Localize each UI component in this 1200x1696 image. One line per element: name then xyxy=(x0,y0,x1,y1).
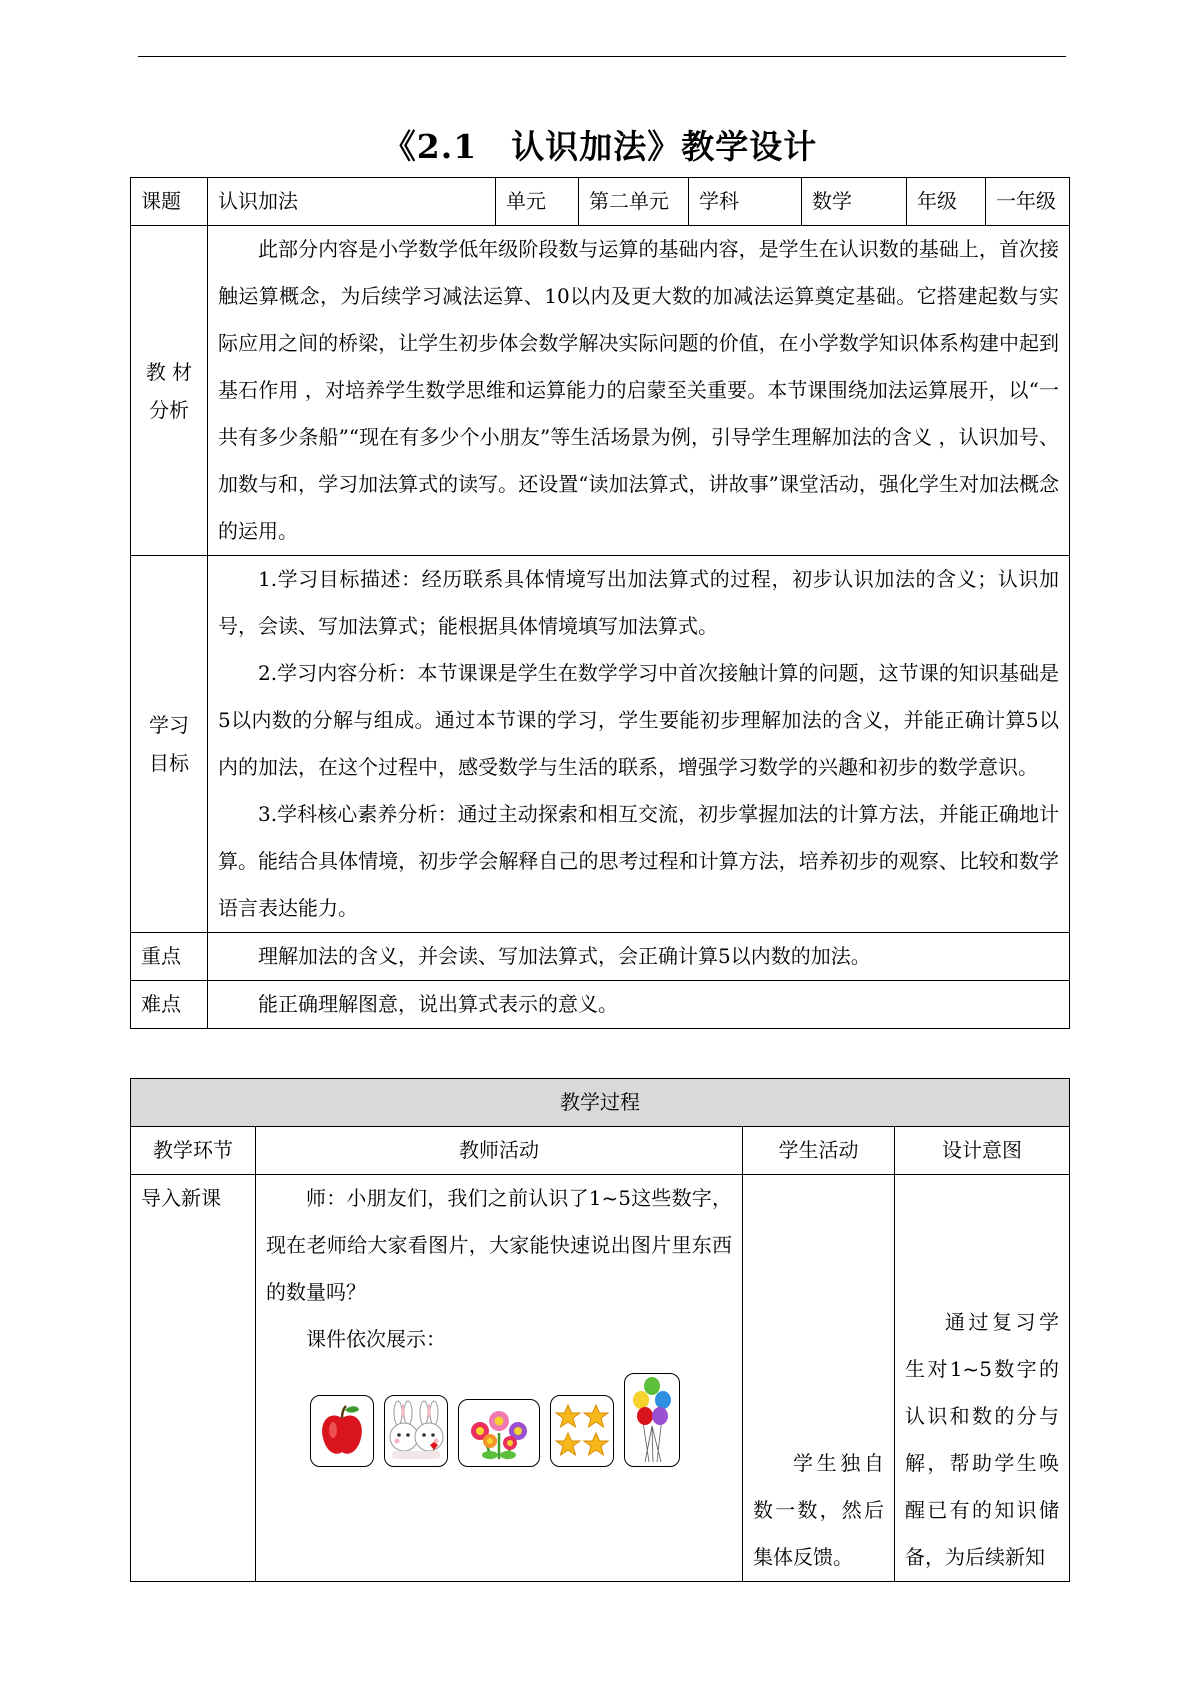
process-title-row xyxy=(131,1079,1070,1127)
apple-picture xyxy=(310,1395,374,1467)
picture-spacer xyxy=(266,1467,732,1475)
stars-icon xyxy=(553,1402,611,1460)
rabbits-picture xyxy=(384,1395,448,1467)
grade-value: 一年级 xyxy=(986,178,1070,226)
process-header-row xyxy=(131,1127,1070,1175)
analysis-label xyxy=(131,226,208,556)
header-intent: 设计意图 xyxy=(895,1127,1070,1175)
subject-label: 学科 xyxy=(689,178,802,226)
balloons-icon xyxy=(627,1376,677,1464)
difficulty-text: 能正确理解图意，说出算式表示的意义。 xyxy=(258,992,618,1016)
intent-cell xyxy=(895,1175,1070,1582)
topic-row xyxy=(131,178,1070,226)
teacher-text-1: 师：小朋友们，我们之前认识了1~5这些数字，现在老师给大家看图片，大家能快速说出图片里东西的数量吗？ xyxy=(266,1186,732,1304)
intent-text: 通过复习学生对1~5数字的认识和数的分与解，帮助学生唤醒已有的知识储备，为后续新知 xyxy=(905,1310,1059,1569)
goal-item-3: 3.学科核心素养分析：通过主动探索和相互交流，初步掌握加法的计算方法，并能正确地计算。能结合具体情境，初步学会解释自己的思考过程和计算方法，培养初步的观察、比较和数学语言表达能力。 xyxy=(218,802,1059,920)
teaching-process-table xyxy=(130,1078,1070,1582)
teacher-cell xyxy=(256,1175,743,1582)
teacher-text-2: 课件依次展示： xyxy=(306,1327,446,1351)
key-point-content xyxy=(208,933,1070,981)
topic-label: 课题 xyxy=(131,178,208,226)
courseware-pictures xyxy=(310,1373,732,1467)
goals-label-line-2: 目标 xyxy=(149,751,189,775)
stage-cell xyxy=(131,1175,256,1582)
header-teacher: 教师活动 xyxy=(256,1127,743,1175)
rabbits-icon xyxy=(386,1399,446,1463)
goals-row xyxy=(131,556,1070,933)
key-point-text: 理解加法的含义，并会读、写加法算式，会正确计算5以内数的加法。 xyxy=(258,944,871,968)
goal-item-1: 1.学习目标描述：经历联系具体情境写出加法算式的过程，初步认识加法的含义；认识加号，会读、写加法算式；能根据具体情境填写加法算式。 xyxy=(218,567,1059,638)
analysis-label-line-1: 教 材 xyxy=(145,359,193,384)
header-student: 学生活动 xyxy=(743,1127,895,1175)
topic-value: 认识加法 xyxy=(208,178,496,226)
header-stage: 教学环节 xyxy=(131,1127,256,1175)
header-rule xyxy=(138,56,1066,57)
difficulty-label: 难点 xyxy=(131,981,208,1029)
stage-text: 导入新课 xyxy=(141,1186,221,1210)
key-point-label: 重点 xyxy=(131,933,208,981)
student-cell xyxy=(743,1175,895,1582)
analysis-row xyxy=(131,226,1070,556)
analysis-label-line-2: 分析 xyxy=(149,397,189,422)
student-text: 学生独自数一数，然后集体反馈。 xyxy=(753,1451,884,1569)
document-title: 《2.1 认识加法》教学设计 xyxy=(382,127,818,166)
apple-icon xyxy=(315,1402,369,1460)
analysis-text: 此部分内容是小学数学低年级阶段数与运算的基础内容，是学生在认识数的基础上，首次接触运算概念，为后续学习减法运算、10以内及更大数的加减法运算奠定基础。它搭建起数与实际应用之间的桥梁，让学生初步体会数学解决实际问题的价值，在小学数学知识体系构建中起到基石作用 ，对培养学生数学思维和运算能力的启蒙至关重要。本节课围绕加法运算展开，以“一共有多少条船”“现在有多少个小朋友”等生活场景为例，引导学生理解加法的含义 ，认识加号、加数与和，学习加法算式的读写。还设置“读加法算式，讲故事”课堂活动，强化学生对加法概念的运用。 xyxy=(218,237,1059,543)
key-point-row xyxy=(131,933,1070,981)
goals-content xyxy=(208,556,1070,933)
difficulty-row xyxy=(131,981,1070,1029)
unit-label: 单元 xyxy=(496,178,579,226)
process-title: 教学过程 xyxy=(131,1079,1070,1127)
analysis-content xyxy=(208,226,1070,556)
subject-value: 数学 xyxy=(802,178,907,226)
goal-item-2: 2.学习内容分析：本节课课是学生在数学学习中首次接触计算的问题，这节课的知识基础是5以内数的分解与组成。通过本节课的学习，学生要能初步理解加法的含义，并能正确计算5以内的加法，在这个过程中，感受数学与生活的联系，增强学习数学的兴趣和初步的数学意识。 xyxy=(218,661,1059,779)
difficulty-content xyxy=(208,981,1070,1029)
unit-value: 第二单元 xyxy=(579,178,689,226)
flowers-picture xyxy=(458,1399,540,1467)
grade-label: 年级 xyxy=(907,178,986,226)
goals-label-line-1: 学习 xyxy=(149,713,189,737)
goals-label xyxy=(131,556,208,933)
process-row-intro xyxy=(131,1175,1070,1582)
intent-spacer xyxy=(905,1175,1059,1299)
lesson-info-table xyxy=(130,177,1070,1029)
stars-picture xyxy=(550,1395,614,1467)
flowers-icon xyxy=(462,1403,536,1463)
balloons-picture xyxy=(624,1373,680,1467)
